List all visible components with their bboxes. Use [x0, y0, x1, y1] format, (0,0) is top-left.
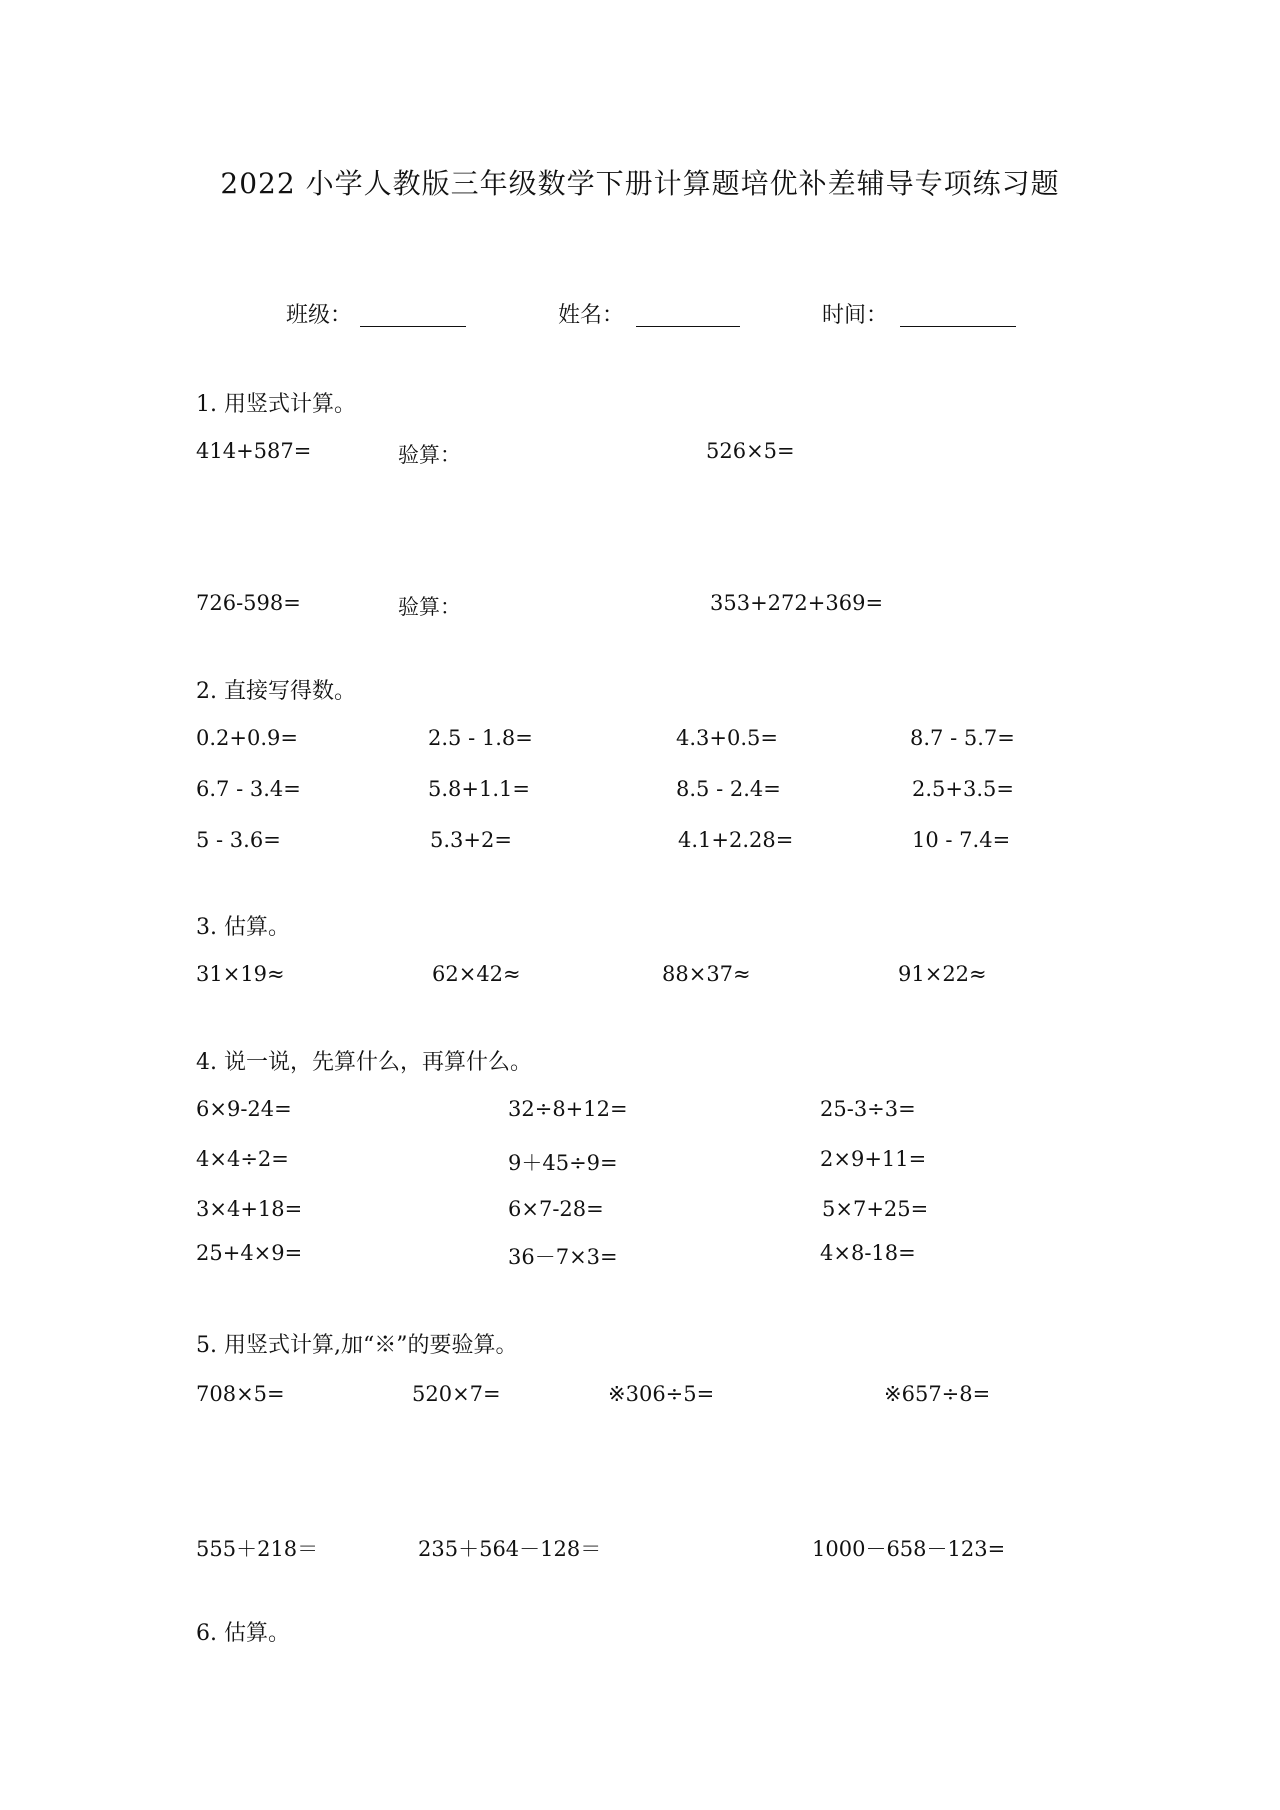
time-blank[interactable]	[900, 326, 1016, 327]
check-label: 验算：	[398, 595, 461, 619]
problem: ※657÷8=	[884, 1382, 991, 1406]
check-label: 验算：	[398, 443, 461, 467]
problem: 36－7×3=	[508, 1245, 618, 1269]
problem: 1000－658－123=	[812, 1537, 1006, 1561]
problem: 708×5=	[196, 1382, 285, 1406]
problem: 2×9+11=	[820, 1147, 927, 1171]
problem: 5 - 3.6=	[196, 828, 281, 852]
problem: 9＋45÷9=	[508, 1151, 618, 1175]
time-label: 时间：	[822, 303, 889, 328]
problem: 25+4×9=	[196, 1241, 303, 1265]
problem: 31×19≈	[196, 962, 285, 986]
page-title: 2022 小学人教版三年级数学下册计算题培优补差辅导专项练习题	[220, 167, 1060, 200]
problem: 6×9-24=	[196, 1097, 292, 1121]
section-2-heading: 2. 直接写得数。	[196, 679, 356, 704]
problem: 2.5 - 1.8=	[428, 726, 533, 750]
name-label: 姓名：	[558, 303, 625, 328]
problem: 8.7 - 5.7=	[910, 726, 1015, 750]
problem: 25-3÷3=	[820, 1097, 916, 1121]
problem: 4.1+2.28=	[678, 828, 794, 852]
problem: 726-598=	[196, 591, 301, 615]
problem: 32÷8+12=	[508, 1097, 628, 1121]
problem: 4.3+0.5=	[676, 726, 778, 750]
problem: 10 - 7.4=	[912, 828, 1011, 852]
section-4-heading: 4. 说一说，先算什么，再算什么。	[196, 1050, 532, 1075]
problem: 2.5+3.5=	[912, 777, 1014, 801]
problem: 91×22≈	[898, 962, 987, 986]
section-1-heading: 1. 用竖式计算。	[196, 392, 356, 417]
section-5-heading: 5. 用竖式计算,加“※”的要验算。	[196, 1333, 518, 1358]
problem: 414+587=	[196, 439, 312, 463]
section-3-heading: 3. 估算。	[196, 915, 290, 940]
problem: 555＋218＝	[196, 1537, 319, 1561]
problem: 8.5 - 2.4=	[676, 777, 781, 801]
problem: 62×42≈	[432, 962, 521, 986]
problem: 88×37≈	[662, 962, 751, 986]
class-label: 班级：	[286, 303, 353, 328]
problem: 6.7 - 3.4=	[196, 777, 301, 801]
problem: 526×5=	[706, 439, 795, 463]
problem: 353+272+369=	[710, 591, 884, 615]
problem: 235＋564－128＝	[418, 1537, 602, 1561]
problem: 520×7=	[412, 1382, 501, 1406]
problem: 4×8-18=	[820, 1241, 916, 1265]
problem: 4×4÷2=	[196, 1147, 289, 1171]
problem: 6×7-28=	[508, 1197, 604, 1221]
section-6-heading: 6. 估算。	[196, 1621, 290, 1646]
problem: 0.2+0.9=	[196, 726, 298, 750]
problem: ※306÷5=	[608, 1382, 715, 1406]
problem: 5.8+1.1=	[428, 777, 530, 801]
problem: 3×4+18=	[196, 1197, 303, 1221]
problem: 5.3+2=	[430, 828, 512, 852]
name-blank[interactable]	[636, 326, 740, 327]
class-blank[interactable]	[360, 326, 466, 327]
problem: 5×7+25=	[822, 1197, 929, 1221]
